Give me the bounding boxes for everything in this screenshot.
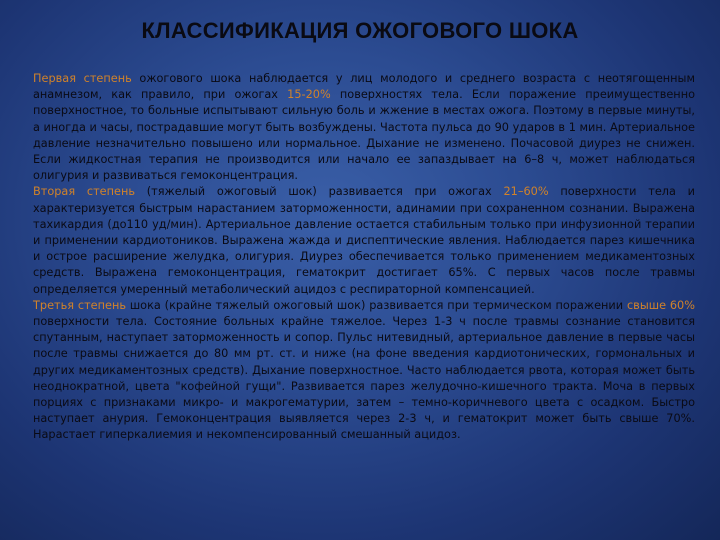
paragraph-text: поверхности тела. Состояние больных крайне тяжелое. Через 1-3 ч после травмы сознание становится спутанным, наступает заторможенность и сопор. Пульс нитевидный, артериальное давление в первые часы после травмы снижается до 80 мм рт. ст. и ниже (на фоне введения кардиотонических, гормональных и других медикаментозных средств). Дыхание поверхностное. Часто наблюдается рвота, которая может быть неоднократной, цвета "кофейной гущи". Развивается парез желудочно-кишечного тракта. Моча в первых порциях с признаками микро- и макрогематурии, затем – темно-коричневого цвета с осадком. Быстро наступает анурия. Гемоконцентрация выявляется через 2-3 ч, и гематокрит может быть свыше 70%. Нарастает гиперкалиемия и некомпенсированный смешанный ацидоз.: [33, 315, 695, 442]
paragraph-text: поверхностях тела. Если поражение преимущественно поверхностное, то больные испытывают сильную боль и жжение в местах ожога. Поэтому в первые минуты, а иногда и часы, пострадавшие могут быть возбуждены. Частота пульса до 90 ударов в 1 мин. Артериальное давление незначительно повышено или нормальное. Дыхание не изменено. Почасовой диурез не снижен. Если жидкостная терапия не производится или начало ее запаздывает на 6–8 ч, может наблюдаться олигурия и развиваться гемоконцентрация.: [33, 88, 695, 183]
slide-title: КЛАССИФИКАЦИЯ ОЖОГОВОГО ШОКА: [141, 18, 579, 43]
paragraph-third-degree: [33, 298, 695, 444]
degree-label: Вторая степень: [33, 185, 135, 199]
burn-area-range: 15-20%: [287, 88, 331, 102]
paragraph-text: поверхности тела и характеризуется быстрым нарастанием заторможенности, адинамии при сохраненном сознании. Выражена тахикардия (до110 уд/мин). Артериальное давление остается стабильным только при инфузионной терапии и применении кардиотоников. Выражена жажда и диспептические явления. Наблюдается парез кишечника и острое расширение желудка, олигурия. Диурез обеспечивается только применением медикаментозных средств. Выражена гемоконцентрация, гематокрит достигает 65%. С первых часов после травмы определяется умеренный метаболический ацидоз с респираторной компенсацией.: [33, 185, 696, 296]
paragraph-text: ожогового шока наблюдается у лиц молодого и среднего возраста с неотягощенным анамнезом, как правило, при ожогах: [33, 72, 695, 102]
paragraph-text: (тяжелый ожоговый шок) развивается при ожогах: [135, 185, 504, 199]
burn-area-range: 21–60%: [503, 185, 549, 199]
paragraph-first-degree: [33, 71, 695, 184]
paragraph-second-degree: [33, 184, 695, 297]
paragraph-text: шока (крайне тяжелый ожоговый шок) развивается при термическом поражении: [126, 298, 627, 312]
degree-label: Первая степень: [33, 72, 132, 85]
burn-area-range: свыше 60%: [626, 298, 695, 312]
slide-body: [33, 71, 695, 444]
degree-label: Третья степень: [33, 298, 127, 312]
